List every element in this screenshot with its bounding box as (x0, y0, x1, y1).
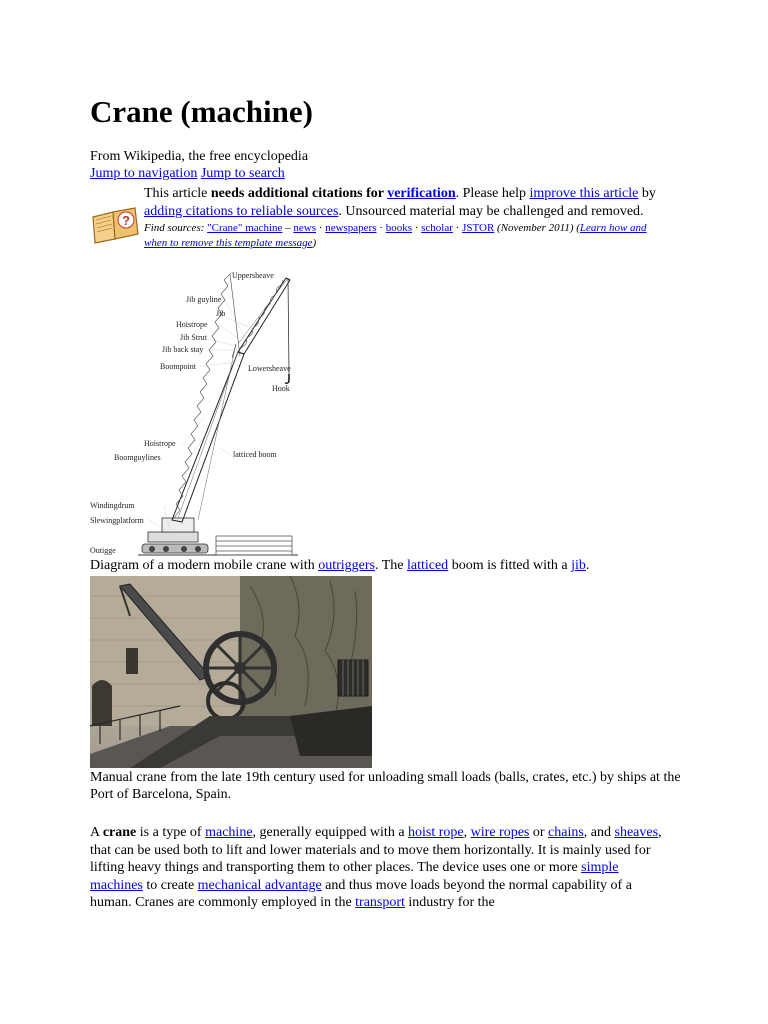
improve-article-link[interactable]: improve this article (529, 186, 639, 201)
separator: · (411, 222, 422, 234)
paren-close: ) (312, 237, 317, 249)
notice-date: (November 2011) ( (494, 222, 580, 234)
label-winding-drum: Windingdrum (90, 501, 135, 510)
label-slewing-platform: Slewingplatform (90, 516, 144, 525)
label-upper-sheave: Uppersheave (232, 271, 274, 280)
notice-bold-text: needs additional citations for (210, 186, 388, 201)
outriggers-link[interactable]: outriggers (318, 558, 375, 573)
label-jib: Jib (216, 309, 226, 318)
label-hoist-rope: Hoistrope (144, 439, 176, 448)
news-link[interactable]: news (293, 222, 317, 234)
separator: · (452, 222, 463, 234)
label-boom-point: Boompoint (160, 362, 197, 371)
body-text: to create (142, 877, 198, 893)
wire-ropes-link[interactable]: wire ropes (470, 825, 530, 840)
sheaves-link[interactable]: sheaves (614, 825, 659, 840)
jump-to-navigation-link[interactable]: Jump to navigation (90, 166, 198, 181)
notice-text: . Please help (455, 186, 530, 201)
label-boom-guy-lines: Boomguylines (114, 453, 161, 462)
books-link[interactable]: books (385, 222, 412, 234)
hoist-rope-link[interactable]: hoist rope (408, 825, 464, 840)
find-sources-query-link[interactable]: "Crane" machine (207, 222, 283, 234)
diagram-caption (90, 557, 589, 574)
notice-text: This article (144, 186, 211, 201)
jump-to-search-link[interactable]: Jump to search (200, 166, 285, 181)
label-latticed-boom: latticed boom (233, 450, 277, 459)
latticed-link[interactable]: latticed (406, 558, 449, 573)
newspapers-link[interactable]: newspapers (325, 222, 377, 234)
label-jib-strut: Jib Strut (180, 333, 207, 342)
manual-crane-photo[interactable] (90, 576, 372, 768)
dash: – (282, 222, 294, 234)
notice-text: by (638, 186, 656, 201)
body-text: , and (583, 825, 615, 840)
chains-link[interactable]: chains (548, 825, 584, 840)
bold-term-crane: crane (102, 825, 137, 840)
tagline: From Wikipedia, the free encyclopedia (90, 149, 309, 164)
caption-text: . (585, 558, 590, 573)
mechanical-advantage-link[interactable]: mechanical advantage (197, 877, 322, 893)
label-hoist-rope-top: Hoistrope (176, 320, 208, 329)
label-hook: Hook (272, 384, 290, 393)
body-text: , generally equipped with a (252, 825, 409, 840)
label-lower-sheave: Lowersheave (248, 364, 291, 373)
simple-machines-link[interactable]: simple machines (90, 860, 619, 893)
scholar-link[interactable]: scholar (421, 222, 453, 234)
jump-links (90, 165, 285, 182)
body-text: industry for the (404, 895, 495, 910)
body-text: , that can be used both to lift and lower materials and to move them horizontally. It is mainly used for lifting heavy things and transporting them to other places. The device uses one or more (90, 825, 662, 875)
body-text: and thus move loads beyond the normal capability of a human. Cranes are commonly employed in the (90, 877, 632, 910)
label-jib-back-stay: Jib back stay (162, 345, 204, 354)
separator: · (376, 222, 386, 234)
intro-paragraph (90, 824, 674, 912)
notice-text: . Unsourced material may be challenged and removed. (338, 203, 644, 219)
body-text: or (529, 825, 549, 840)
svg-text:?: ? (122, 213, 130, 228)
body-text: is a type of (136, 825, 206, 840)
label-outrigger: Outigge (90, 546, 116, 555)
machine-link[interactable]: machine (205, 825, 253, 840)
separator: · (316, 222, 326, 234)
photo-caption: Manual crane from the late 19th century used for unloading small loads (balls, crates, etc.) by ships at the Port of Barcelona, Spain. (90, 770, 681, 802)
adding-citations-link[interactable]: adding citations to reliable sources (144, 203, 339, 219)
caption-text: Diagram of a modern mobile crane with (90, 558, 319, 573)
learn-remove-link[interactable]: Learn how and when to remove this template message (144, 222, 647, 249)
citation-notice-text (144, 185, 664, 251)
book-question-icon (90, 205, 140, 245)
caption-text: . The (374, 558, 407, 573)
citation-notice (90, 185, 690, 270)
page-title: Crane (machine) (90, 94, 313, 129)
jstor-link[interactable]: JSTOR (462, 222, 495, 234)
caption-text: boom is fitted with a (448, 558, 572, 573)
jib-link[interactable]: jib (571, 558, 586, 573)
body-text: , (463, 825, 471, 840)
find-sources-label: Find sources: (144, 222, 208, 234)
label-jib-guy-line: Jib guyline (186, 295, 222, 304)
crane-diagram[interactable] (88, 268, 300, 560)
body-text: A (90, 825, 103, 840)
transport-link[interactable]: transport (355, 895, 405, 910)
verification-link[interactable]: verification (387, 186, 456, 201)
find-sources-line (144, 221, 664, 251)
